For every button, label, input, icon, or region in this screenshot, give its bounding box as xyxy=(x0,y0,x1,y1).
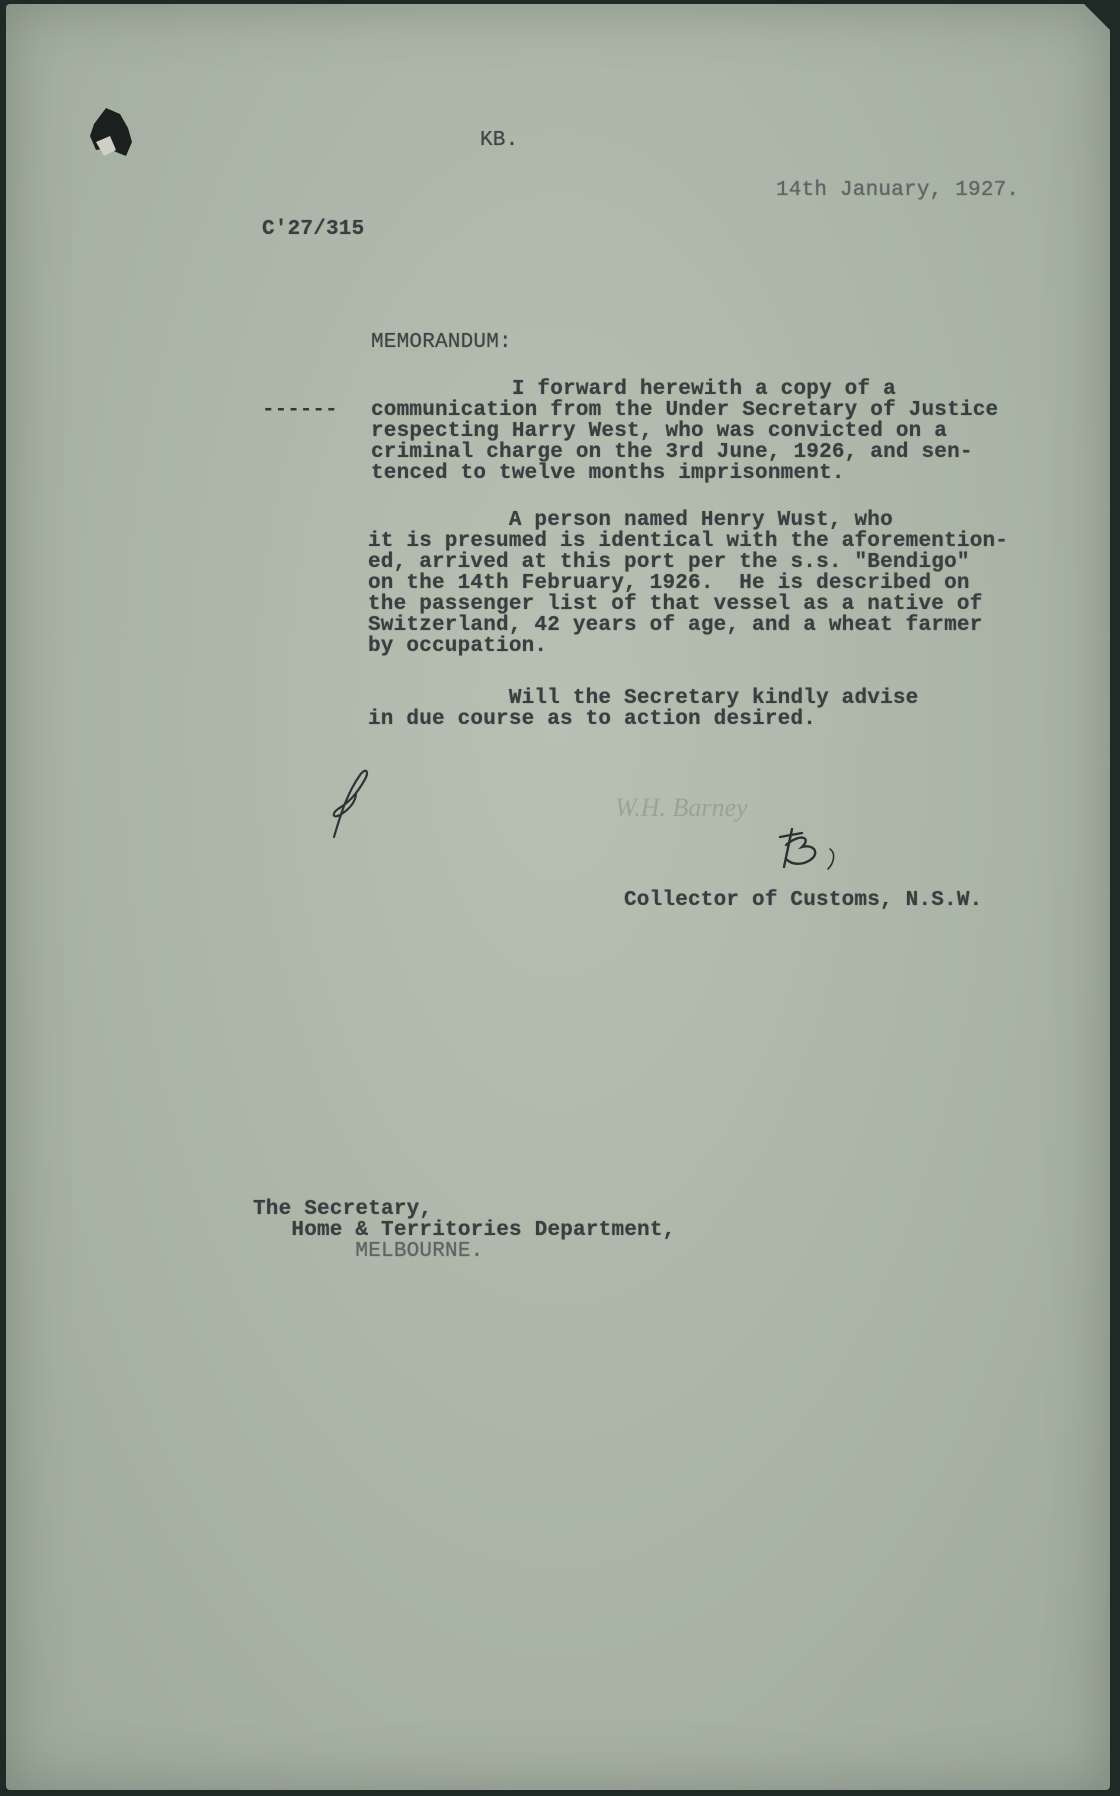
text-line: A person named Henry Wust, who xyxy=(368,509,893,532)
handwritten-signature-mark xyxy=(772,823,842,875)
text-line: in due course as to action desired. xyxy=(368,708,817,731)
text-line: on the 14th February, 1926. He is described on xyxy=(368,572,970,595)
addressee-line: MELBOURNE. xyxy=(253,1240,484,1263)
memo-title: MEMORANDUM: xyxy=(371,331,512,354)
text-line: Switzerland, 42 years of age, and a wheat farmer xyxy=(368,614,983,637)
file-reference: C'27/315 xyxy=(262,218,365,241)
signatory-title: Collector of Customs, N.S.W. xyxy=(624,889,983,912)
text-line: Will the Secretary kindly advise xyxy=(368,687,919,710)
page-corner-fold xyxy=(1080,0,1120,40)
handwritten-initial-mark xyxy=(326,765,376,845)
text-line: I forward herewith a copy of a xyxy=(371,378,896,401)
text-line: it is presumed is identical with the aforemention- xyxy=(368,530,1009,553)
text-line: respecting Harry West, who was convicted on a xyxy=(371,420,948,443)
text-line: communication from the Under Secretary of Justice xyxy=(371,399,999,422)
text-line: by occupation. xyxy=(368,635,548,658)
text-line: criminal charge on the 3rd June, 1926, and sen- xyxy=(371,441,973,464)
text-line: the passenger list of that vessel as a native of xyxy=(368,593,983,616)
initials: KB. xyxy=(480,129,519,152)
addressee-line: The Secretary, xyxy=(253,1198,433,1221)
document-date: 14th January, 1927. xyxy=(776,179,1020,202)
margin-dash-mark: ------ xyxy=(262,399,338,422)
text-line: tenced to twelve months imprisonment. xyxy=(371,462,845,485)
faded-name-stamp: W.H. Barney xyxy=(615,793,748,822)
punch-hole-icon xyxy=(88,106,134,162)
text-line: ed, arrived at this port per the s.s. "Bendigo" xyxy=(368,551,970,574)
addressee-line: Home & Territories Department, xyxy=(253,1219,676,1242)
